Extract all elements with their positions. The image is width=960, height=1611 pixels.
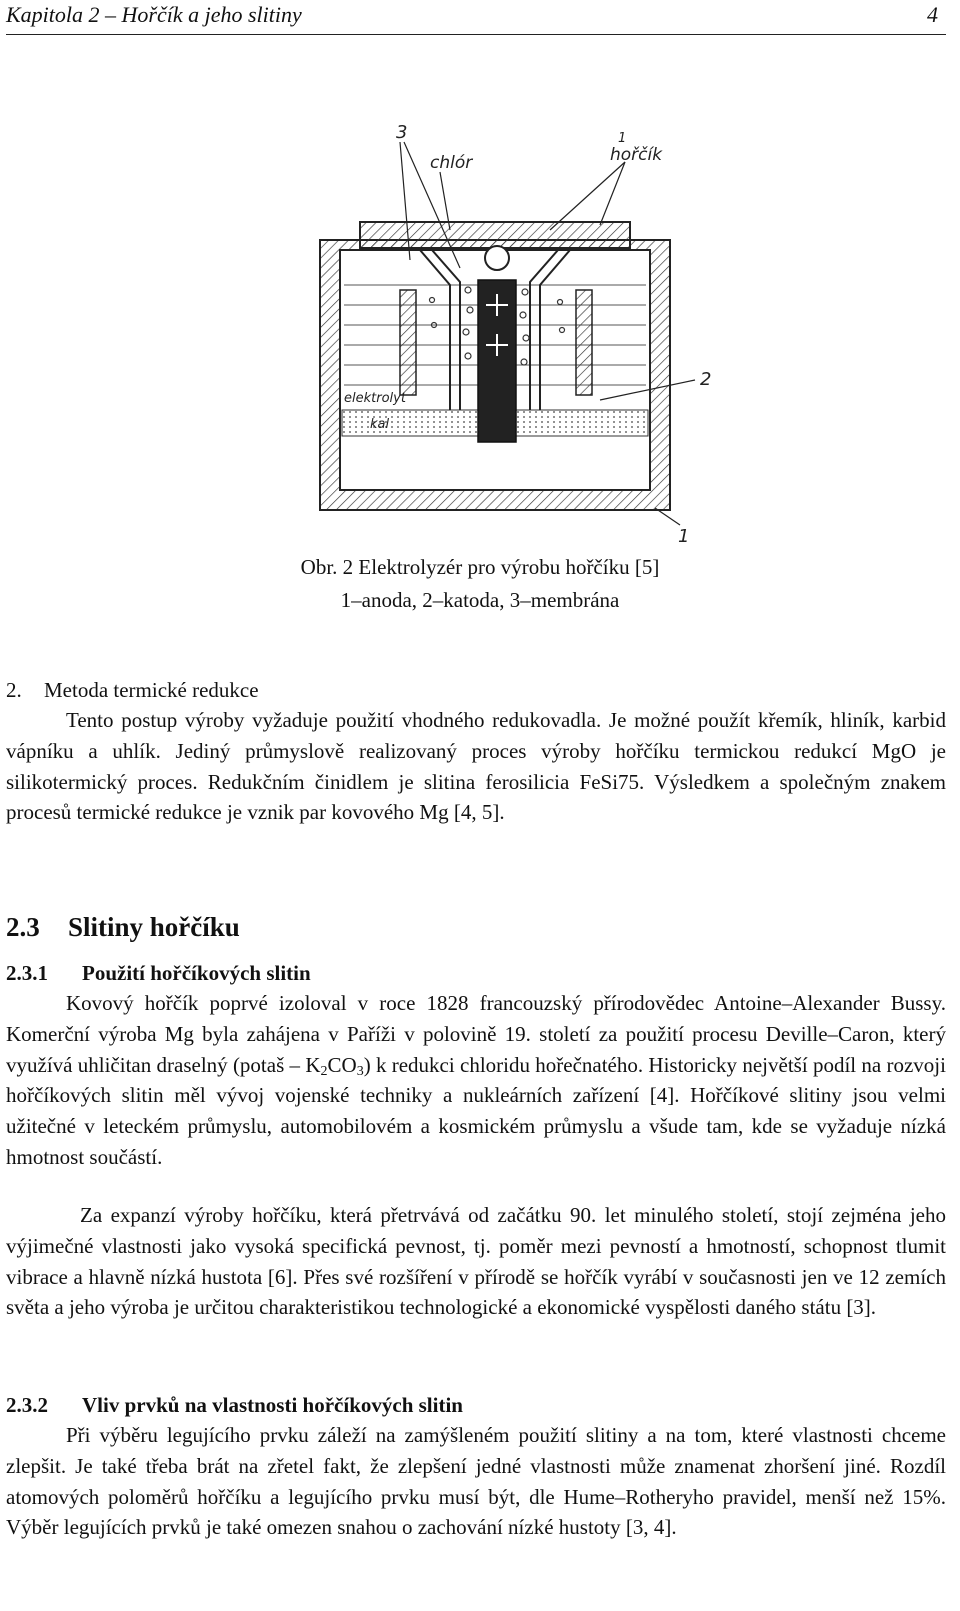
paragraph-use: Kovový hořčík poprvé izoloval v roce 1828 francouzský přírodovědec Antoine–Alexander Bussy. Komerční výroba Mg byla zahájena v Paříži v polovině 19. století za použití procesu Deville–Caron, který využívá uhličitan draselný (potaš – $K_2CO_3$) k redukci chloridu hořečnatého. Historicky největší podíl na rozvoji hořčíkových slitin měl vývoj vojenské techniky a nukleárních zařízení [4]. Hořčíkové slitiny jsou velmi užitečné v leteckém průmyslu, automobilovém a kosmickém průmyslu a všude tam, kde se vyžaduje nízká hmotnost součástí. xyxy=(6,991,946,1169)
paragraph-thermal-reduction: Tento postup výroby vyžaduje použití vhodného redukovadla. Je možné použít křemík, hliník, karbid vápníku a uhlík. Jediný průmyslově realizovaný proces výroby hořčíku termickou redukcí MgO je silikotermický proces. Redukčním činidlem je slitina ferosilicia FeSi75. Výsledkem a společným znakem procesů termické redukce je vznik par kovového Mg [4, 5]. xyxy=(6,708,946,825)
paragraph-expansion: Za expanzí výroby hořčíku, která přetrvává od začátku 90. let minulého století, stojí zejména jeho výjimečné vlastnosti jako vysoká specifická pevnost, tj. poměr mezi pevností a hmotností, schopnost tlumit vibrace a hlavně nízká hustota [6]. Přes své rozšíření v přírodě se hořčík vyrábí v současnosti jen ve 12 zemích světa a jeho výroba je určitou charakteristikou technologické a ekonomické vyspělosti daného státu [3]. xyxy=(6,1203,946,1320)
subsection-title: Vliv prvků na vlastnosti hořčíkových slitin xyxy=(82,1393,463,1417)
section-heading xyxy=(6,910,240,944)
paragraph-alloying: Při výběru legujícího prvku záleží na zamýšleném použití slitiny a na tom, které vlastnosti chceme zlepšit. Je také třeba brát na zřetel fakt, že zlepšení jedné vlastnosti může znamenat zhoršení jiné. Rozdíl atomových poloměrů hořčíku a legujícího prvku musí být, dle Hume–Rotheryho pravidel, menší než 15%. Výběr legujících prvků je také omezen snahou o zachování nízké hustoty [3, 4]. xyxy=(6,1423,946,1540)
label-1: 1 xyxy=(678,526,690,547)
label-2: 2 xyxy=(700,369,712,390)
label-chlor: chlór xyxy=(430,153,473,173)
label-horcik: hořčík xyxy=(610,145,663,165)
list-item-title: Metoda termické redukce xyxy=(44,678,259,702)
subsection-number: 2.3.1 xyxy=(6,961,48,985)
chapter-title: Kapitola 2 – Hořčík a jeho slitiny xyxy=(6,2,302,27)
page-number: 4 xyxy=(927,2,938,27)
figure-caption xyxy=(0,553,960,614)
section-number: 2.3 xyxy=(6,912,40,942)
list-item-thermal-reduction xyxy=(6,675,259,705)
chlorine-outlet xyxy=(485,246,509,270)
caption-line-1: Obr. 2 Elektrolyzér pro výrobu hořčíku [5] xyxy=(300,555,660,579)
cathode-right xyxy=(576,290,592,395)
label-kal: kal xyxy=(370,417,390,432)
subsection-heading-1 xyxy=(6,958,311,988)
membrane-left xyxy=(420,250,460,410)
lid xyxy=(360,222,630,248)
caption-line-2: 1–anoda, 2–katoda, 3–membrána xyxy=(340,588,620,612)
subsection-title: Použití hořčíkových slitin xyxy=(82,961,311,985)
page-header xyxy=(6,0,946,35)
label-1-top: 1 xyxy=(618,131,627,146)
section-title: Slitiny hořčíku xyxy=(68,912,240,942)
label-elektrolyt: elektrolyt xyxy=(344,391,406,406)
cathode-left xyxy=(400,290,416,395)
subsection-number: 2.3.2 xyxy=(6,1393,48,1417)
label-3: 3 xyxy=(396,122,408,143)
subsection-heading-2 xyxy=(6,1390,463,1420)
list-item-number: 2. xyxy=(6,678,22,702)
electrolyzer-figure xyxy=(300,110,740,550)
